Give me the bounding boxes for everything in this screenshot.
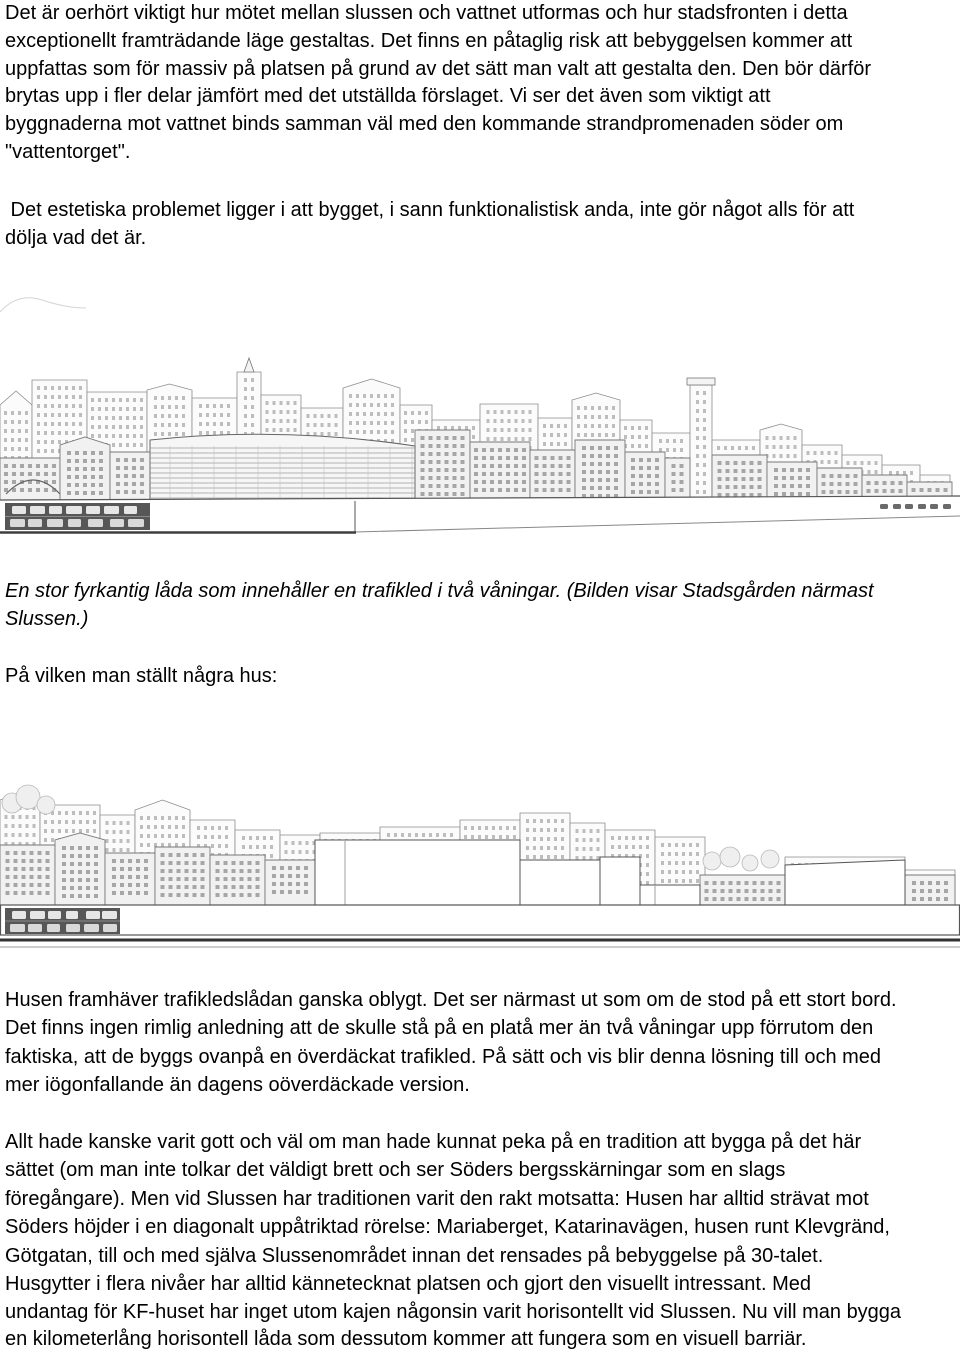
text-line: undantag för KF-huset har inget utom kajen någonsin varit horisontellt vid Slussen. Nu vill man bygga	[5, 1301, 902, 1324]
tower-spire	[244, 358, 254, 372]
caption-line: Slussen.)	[5, 608, 89, 631]
text-line: exceptionellt framträdande läge gestaltas. Det finns en påtaglig risk att bebyggelsen kommer att	[5, 29, 853, 52]
block	[315, 840, 520, 906]
car	[28, 519, 42, 527]
car	[28, 924, 42, 932]
text-line: sättet (om man inte tolkar det väldigt brett och ser Söders bergsskärningar som en slags	[5, 1159, 786, 1182]
block	[640, 885, 700, 906]
text-line: Husgytter i flera nivåer har alltid kännetecknat platsen och gjort den visuellt intressant. Med	[5, 1273, 811, 1296]
traffic-deck-body	[1, 905, 960, 935]
text-line: byggnaderna mot vattnet binds samman väl med den kommande strandpromenaden söder om	[5, 113, 844, 136]
car	[88, 519, 103, 527]
block	[600, 857, 640, 906]
figure-1-sketch	[0, 280, 960, 565]
block	[785, 860, 905, 906]
car	[128, 519, 144, 527]
elevator-tower-top	[687, 378, 715, 385]
paragraph-tradition	[5, 1128, 955, 1351]
car	[47, 519, 63, 527]
glass-building-outline	[150, 434, 415, 505]
tree	[16, 785, 40, 809]
car	[10, 924, 25, 932]
traffic-deck	[0, 496, 960, 533]
text-line: Det finns ingen rimlig anledning att de skulle stå på en platå mer än två våningar upp förrutom den	[5, 1017, 874, 1040]
text-line: mer iögonfallande än dagens oöverdäckade version.	[5, 1074, 470, 1097]
building	[690, 385, 712, 502]
car	[918, 504, 926, 509]
tree	[761, 850, 779, 868]
car	[905, 504, 913, 509]
text-line: Söders höjder i en diagonalt uppåtriktad rörelse: Mariaberget, Katarinavägen, husen runt Klevgränd,	[5, 1216, 890, 1239]
tree	[742, 855, 758, 871]
car	[943, 504, 951, 509]
text-line: föregångare). Men vid Slussen har traditionen varit den rakt motsatta: Husen har alltid strävat mot	[5, 1187, 869, 1210]
car	[86, 911, 100, 919]
car	[66, 924, 80, 932]
car	[12, 506, 26, 514]
text-line: uppfattas som för massiv på platsen på grund av det sätt man valt att gestalta den. Den bör därför	[5, 57, 872, 80]
car	[102, 911, 117, 919]
text-line: Det är oerhört viktigt hur mötet mellan slussen och vattnet utformas och hur stadsfronten i detta	[5, 2, 848, 24]
car	[930, 504, 938, 509]
car	[48, 911, 61, 919]
glass-building	[150, 434, 415, 505]
paragraph-commentary	[5, 986, 955, 1100]
paragraph-aesthetic	[5, 196, 955, 253]
text-line: Allt hade kanske varit gott och väl om man hade kunnat peka på en tradition att bygga på det här	[5, 1131, 862, 1153]
figure-1-caption	[5, 577, 955, 634]
car	[30, 506, 45, 514]
car	[84, 924, 99, 932]
text-line: Det estetiska problemet ligger i att bygget, i sann funktionalistisk anda, inte gör något alls för att	[5, 199, 855, 221]
car	[110, 519, 124, 527]
text-line: På vilken man ställt några hus:	[5, 665, 278, 687]
caption-line: En stor fyrkantig låda som innehåller en trafikled i två våningar. (Bilden visar Stadsgården närmast	[5, 580, 874, 602]
car	[47, 924, 60, 932]
paragraph-intro	[5, 0, 955, 167]
car	[86, 506, 100, 514]
tree	[37, 796, 55, 814]
traffic-deck	[0, 905, 960, 947]
text-line: en kilometerlång horisontell låda som dessutom kommer att fungera som en visuell barriär.	[5, 1327, 807, 1350]
tree	[720, 847, 740, 867]
lead-in-text	[5, 662, 955, 690]
tree	[703, 852, 721, 870]
car	[124, 506, 137, 514]
car	[103, 924, 117, 932]
car	[30, 911, 45, 919]
block	[520, 860, 600, 906]
car	[104, 506, 119, 514]
text-line: Götgatan, till och med själva Slussenområdet innan det rensades på bebyggelse på 30-talet.	[5, 1244, 824, 1267]
car	[68, 519, 81, 527]
background-hill	[0, 298, 86, 312]
car	[12, 911, 26, 919]
car	[49, 506, 62, 514]
text-line: Husen framhäver trafikledslådan ganska oblygt. Det ser närmast ut som om de stod på ett stort bord.	[5, 989, 897, 1011]
car	[893, 504, 901, 509]
car	[880, 504, 888, 509]
car	[66, 911, 78, 919]
figure-2-sketch	[0, 775, 960, 955]
hill-outline	[0, 298, 86, 312]
text-line: faktiska, att de byggs ovanpå en överdäckat trafikled. På sätt och vis blir denna lösning till och med	[5, 1045, 882, 1068]
car	[10, 519, 25, 527]
car	[66, 506, 82, 514]
text-line: brytas upp i fler delar jämfört med det utställda förslaget. Vi ser det även som viktigt att	[5, 85, 771, 108]
text-line: dölja vad det är.	[5, 227, 147, 250]
text-line: "vattentorget".	[5, 140, 131, 163]
